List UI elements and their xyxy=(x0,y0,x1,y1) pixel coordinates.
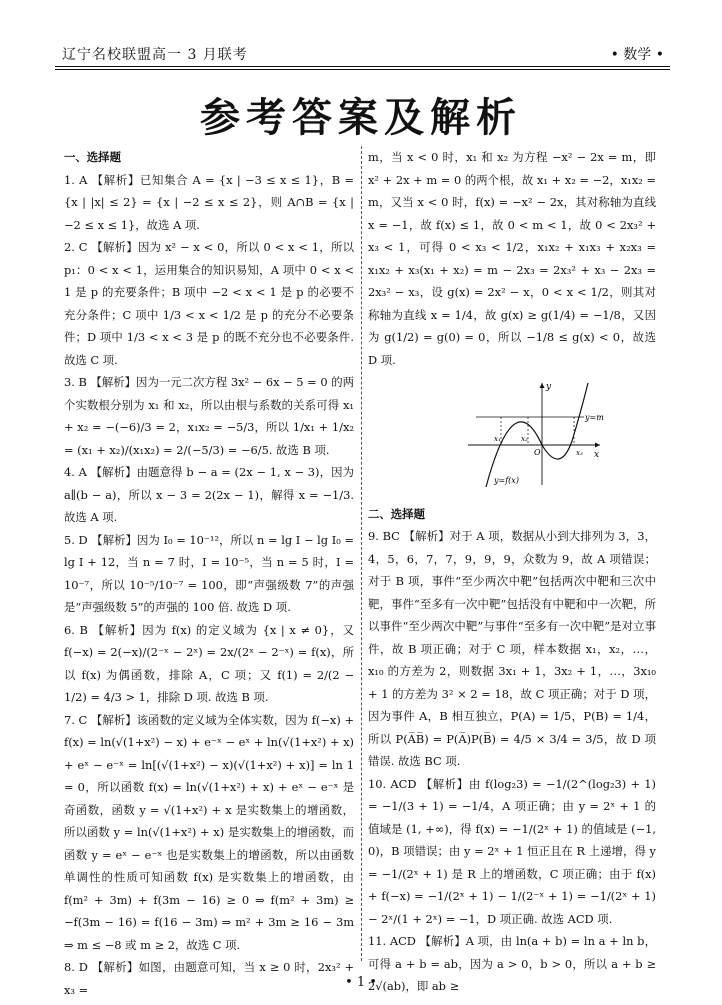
header-subject: • 数学 • xyxy=(610,47,664,63)
answer-paragraph: 7. C 【解析】该函数的定义域为全体实数，因为 f(−x) + f(x) = ln(√(1+x²) − x) + e⁻ˣ − eˣ + ln(√(1+x²) + x) + eˣ − e⁻ˣ = ln[(√(1+x²) − x)(√(1+x²) + x)] = ln 1 = 0，所以函数 f(x) = ln(√(1+x²) + x) + eˣ − e⁻ˣ 是奇函数，函数 y = √(1+x²) + x 是实数集上的增函数，所以函数 y = ln(√(1+x²) + x) 是实数集上的增函数，而函数 y = eˣ − e⁻ˣ 也是实数集上的增函数，所以由函数单调性的性质可知函数 f(x) 是实数集上的增函数，由 f(m² + 3m) + f(3m − 16) ≥ 0 ⇒ f(m² + 3m) ≥ −f(3m − 16) = f(16 − 3m) ⇒ m² + 3m ≥ 16 − 3m ⇒ m ≤ −8 或 m ≥ 2，故选 C 项. xyxy=(64,712,354,952)
graph-y-label: y xyxy=(546,382,552,392)
graph-x-arrow xyxy=(595,443,600,448)
section-heading: 二、选择题 xyxy=(368,506,425,521)
graph-root-x3: x₃ xyxy=(576,449,583,457)
answer-paragraph: 1. A 【解析】已知集合 A = {x | −3 ≤ x ≤ 1}，B = {x | |x| ≤ 2} = {x | −2 ≤ x ≤ 2}，则 A∩B = {x | −2 ≤ x ≤ 1}，故选 A 项. xyxy=(64,172,354,232)
page-title: 参考答案及解析 xyxy=(200,95,522,141)
right-column-bottom xyxy=(368,503,656,998)
right-column xyxy=(368,146,656,998)
answer-paragraph: 9. BC 【解析】对于 A 项，数据从小到大排列为 3，3，4，5，6，7，7，9，9，9，众数为 9，故 A 项错误；对于 B 项，事件“至少两次中靶”包括两次中靶和三次中靶，事件“至多有一次中靶”包括没有中靶和中一次靶，所以事件“至少两次中靶”与事件“至多有一次中靶”是对立事件，故 B 项正确；对于 C 项，样本数据 x₁，x₂，…，x₁₀ 的方差为 2，则数据 3x₁ + 1，3x₂ + 1，…，3x₁₀ + 1 的方差为 3² × 2 = 18，故 C 项正确；对于 D 项，因为事件 A，B 相互独立，P(A) = 1/5，P(B) = 1/4，所以 P(A̅B̅) = P(A̅)P(B̅) = 4/5 × 3/4 = 3/5，故 D 项错误. 故选 BC 项. xyxy=(368,529,656,768)
right-column-top xyxy=(368,146,656,371)
header-rule xyxy=(55,66,670,70)
graph-curve-label: y=f(x) xyxy=(494,476,519,485)
graph-line-label: y=m xyxy=(585,413,604,422)
answer-paragraph: 2. C 【解析】因为 x² − x < 0，所以 0 < x < 1，所以 p₁：0 < x < 1，运用集合的知识易知，A 项中 0 < x < 1 是 p 的充要条件；B 项中 −2 < x < 1 是 p 的必要不充分条件；C 项中 1/3 < x < 1/2 是 p 的充分不必要条件；D 项中 1/3 < x < 3 是 p 的既不充分也不必要条件. 故选 C 项. xyxy=(64,240,354,367)
answer-paragraph: 8. D 【解析】如图，由题意可知，当 x ≥ 0 时，2x₃² + x₃ = xyxy=(64,960,354,997)
answer-paragraph: 5. D 【解析】因为 I₀ = 10⁻¹²，所以 n = lg I − lg I₀ = lg I + 12，当 n = 7 时，I = 10⁻⁵，当 n = 5 时，I = 10⁻⁷，所以 10⁻⁵/10⁻⁷ = 100，即“声强级数 7”的声强是“声强级数 5”的声强的 100 倍. 故选 D 项. xyxy=(64,532,354,614)
page-number: • 1 • xyxy=(345,975,377,990)
graph-root-x2: x₂ xyxy=(521,435,528,443)
answer-paragraph: 4. A 【解析】由题意得 b − a = (2x − 1, x − 3)，因为 a∥(b − a)，所以 x − 3 = 2(2x − 1)，解得 x = −1/3. 故选 A 项. xyxy=(64,465,354,524)
graph-origin-label: O xyxy=(534,448,541,457)
answer-paragraph: 11. ACD 【解析】A 项，由 ln(a + b) = ln a + ln b，可得 a + b = ab，因为 a > 0，b > 0，所以 a + b ≥ 2√(ab)，即 ab ≥ xyxy=(368,934,656,993)
graph-y-arrow xyxy=(540,383,545,388)
header-exam-name: 辽宁名校联盟高一 3 月联考 xyxy=(62,47,248,63)
answer-paragraph: m，当 x < 0 时，x₁ 和 x₂ 为方程 −x² − 2x = m，即 x² + 2x + m = 0 的两个根，故 x₁ + x₂ = −2，x₁x₂ = m，又当 x < 0 时，f(x) = −x² − 2x，其对称轴为直线 x = −1，故 f(x) ≤ 1，故 0 < m < 1，故 0 < 2x₃² + x₃ < 1，可得 0 < x₃ < 1/2，x₁x₂ + x₁x₃ + x₂x₃ = x₁x₂ + x₃(x₁ + x₂) = m − 2x₃ = 2x₃² + x₃ − 2x₃ = 2x₃² − x₃，设 g(x) = 2x² − x，0 < x < 1/2，则其对称轴为直线 x = 1/4，故 g(x) ≥ g(1/4) = −1/8，又因为 g(1/2) = g(0) = 0，所以 −1/8 ≤ g(x) < 0，故选 D 项. xyxy=(368,150,656,367)
graph-root-x1: x₁ xyxy=(494,435,501,443)
answer-paragraph: 10. ACD 【解析】由 f(log₂3) = −1/(2^(log₂3) + 1) = −1/(3 + 1) = −1/4，A 项正确；由 y = 2ˣ + 1 的值域是 (1, +∞)，得 f(x) = −1/(2ˣ + 1) 的值域是 (−1, 0)，B 项错误；由 y = 2ˣ + 1 恒正且在 R 上递增，得 y = −1/(2ˣ + 1) 是 R 上的增函数，C 项正确；由于 f(x) + f(−x) = −1/(2ˣ + 1) − 1/(2⁻ˣ + 1) = −1/(2ˣ + 1) − 2ˣ/(1 + 2ˣ) = −1，D 项正确. 故选 ACD 项. xyxy=(368,776,656,926)
answer-paragraph: 6. B 【解析】因为 f(x) 的定义域为 {x | x ≠ 0}，又 f(−x) = 2(−x)/(2⁻ˣ − 2ˣ) = 2x/(2ˣ − 2⁻ˣ) = f(x)，所以 f(x) 为偶函数，排除 A，C 项；又 f(1) = 2/(2 − 1/2) = 4/3 > 1，排除 D 项. 故选 B 项. xyxy=(64,622,354,704)
graph-x-label: x xyxy=(594,450,600,460)
section-heading: 一、选择题 xyxy=(64,150,121,164)
answer-paragraph: 3. B 【解析】因为一元二次方程 3x² − 6x − 5 = 0 的两个实数根分别为 x₁ 和 x₂，所以由根与系数的关系可得 x₁ + x₂ = −(−6)/3 = 2，x₁x₂ = −5/3，所以 1/x₁ + 1/x₂ = (x₁ + x₂)/(x₁x₂) = 2/(−5/3) = −6/5. 故选 B 项. xyxy=(64,375,354,457)
column-divider xyxy=(361,146,362,961)
function-graph xyxy=(464,379,604,489)
left-column xyxy=(64,146,354,1001)
